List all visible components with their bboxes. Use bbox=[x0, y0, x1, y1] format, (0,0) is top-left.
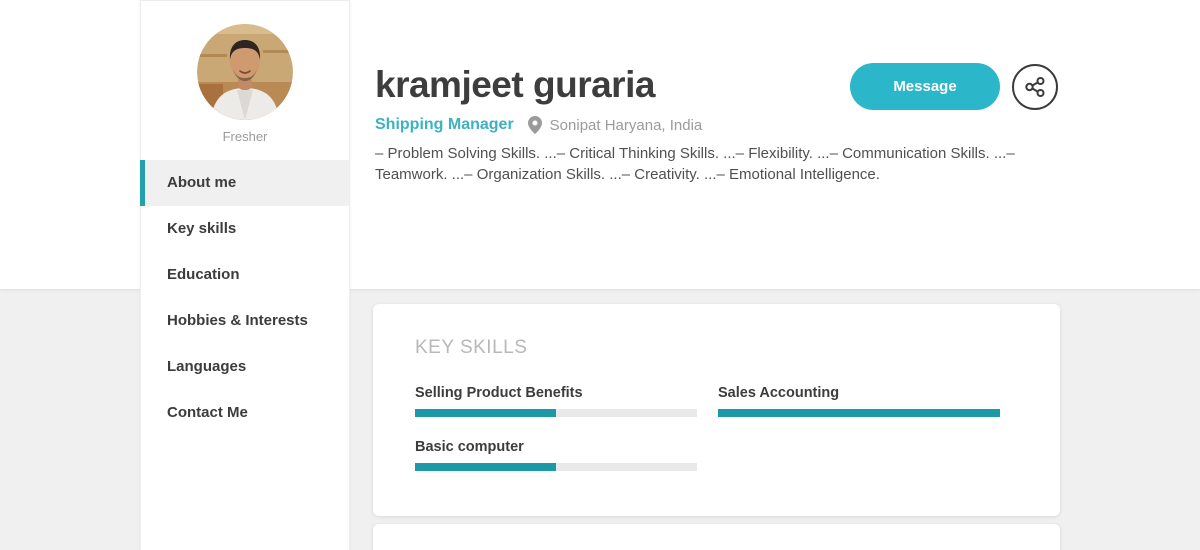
skill-bar bbox=[415, 409, 697, 417]
skill-item bbox=[718, 385, 1000, 417]
skill-name: Selling Product Benefits bbox=[415, 385, 583, 401]
skill-bar bbox=[415, 463, 697, 471]
share-button[interactable] bbox=[1012, 64, 1058, 110]
sidebar-item-label: Languages bbox=[167, 358, 247, 375]
sidebar-item-label: About me bbox=[167, 174, 237, 191]
location-pin-icon bbox=[528, 116, 542, 134]
key-skills-title: KEY SKILLS bbox=[415, 337, 528, 358]
sidebar-item-languages[interactable] bbox=[141, 344, 349, 390]
profile-sidebar bbox=[140, 0, 350, 550]
skills-grid bbox=[415, 385, 1018, 471]
skill-item bbox=[415, 439, 697, 471]
skill-item bbox=[415, 385, 697, 417]
sidebar-item-hobbies-interests[interactable] bbox=[141, 298, 349, 344]
next-section-card bbox=[373, 524, 1060, 550]
job-title: Shipping Manager bbox=[375, 116, 514, 133]
about-summary: – Problem Solving Skills. ...– Critical Thinking Skills. ...– Flexibility. ...– Communication Skills. ...– Teamwork. ...– Organization Skills. ...– Creativity. ...– Emotional Intelligence. bbox=[375, 145, 1015, 183]
sidebar-item-label: Hobbies & Interests bbox=[167, 312, 308, 329]
sidebar-item-key-skills[interactable] bbox=[141, 206, 349, 252]
message-button[interactable]: Message bbox=[850, 63, 1000, 110]
sidebar-nav bbox=[141, 160, 349, 436]
sidebar-item-label: Education bbox=[167, 266, 240, 283]
avatar bbox=[197, 24, 293, 120]
experience-badge: Fresher bbox=[222, 129, 268, 144]
sidebar-item-label: Contact Me bbox=[167, 404, 248, 421]
skill-name: Basic computer bbox=[415, 439, 524, 455]
sidebar-item-education[interactable] bbox=[141, 252, 349, 298]
sidebar-item-label: Key skills bbox=[167, 220, 237, 237]
location-text: Sonipat Haryana, India bbox=[549, 116, 703, 134]
page-title: kramjeet guraria bbox=[375, 64, 655, 105]
skill-bar bbox=[718, 409, 1000, 417]
skill-name: Sales Accounting bbox=[718, 385, 840, 401]
sidebar-item-about-me[interactable] bbox=[141, 160, 349, 206]
skill-bar-fill bbox=[415, 409, 556, 417]
skill-bar-fill bbox=[718, 409, 1000, 417]
skill-bar-fill bbox=[415, 463, 556, 471]
key-skills-card bbox=[373, 304, 1060, 516]
sidebar-item-contact-me[interactable] bbox=[141, 390, 349, 436]
share-icon bbox=[1023, 75, 1047, 99]
